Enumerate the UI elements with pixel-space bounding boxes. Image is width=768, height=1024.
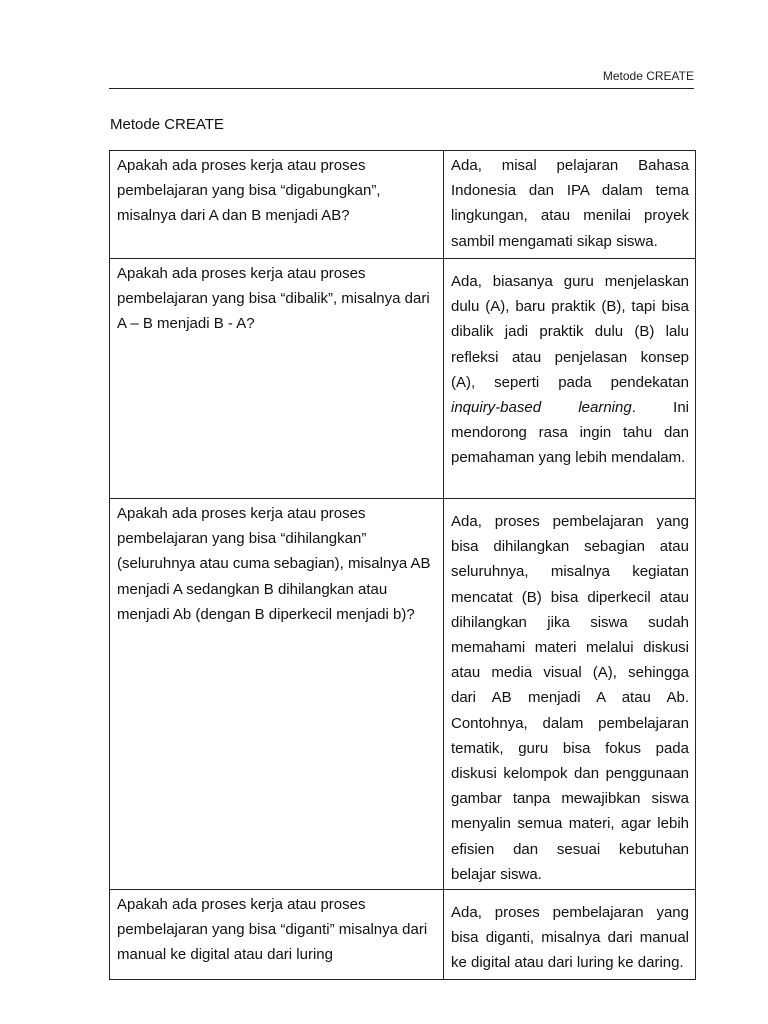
question-cell: Apakah ada proses kerja atau proses pembelajaran yang bisa “dibalik”, misalnya dari A – B menjadi B - A? [110,259,444,499]
answer-cell [444,259,696,499]
table-row [110,890,696,980]
document-title: Metode CREATE [110,116,224,133]
answer-italic-term: inquiry-based learning [451,399,632,417]
table-row [110,499,696,890]
answer-text: Ada, biasanya guru menjelaskan dulu (A), baru praktik (B), tapi bisa dibalik jadi praktik dulu (B) lalu refleksi atau penjelasan konsep (A), seperti pada pendekatan [451,273,689,391]
question-cell: Apakah ada proses kerja atau proses pembelajaran yang bisa “digabungkan”, misalnya dari A dan B menjadi AB? [110,151,444,259]
answer-cell: Ada, proses pembelajaran yang bisa dihilangkan sebagian atau seluruhnya, misalnya kegiatan mencatat (B) bisa diperkecil atau dihilangkan jika siswa sudah memahami materi melalui diskusi atau media visual (A), sehingga dari AB menjadi A atau Ab. Contohnya, dalam pembelajaran tematik, guru bisa fokus pada diskusi kelompok dan penggunaan gambar tanpa mewajibkan siswa menyalin semua materi, agar lebih efisien dan sesuai kebutuhan belajar siswa. [444,499,696,890]
answer-cell: Ada, proses pembelajaran yang bisa diganti, misalnya dari manual ke digital atau dari luring ke daring. [444,890,696,980]
question-cell: Apakah ada proses kerja atau proses pembelajaran yang bisa “diganti” misalnya dari manual ke digital atau dari luring [110,890,444,980]
answer-cell: Ada, misal pelajaran Bahasa Indonesia dan IPA dalam tema lingkungan, atau menilai proyek sambil mengamati sikap siswa. [444,151,696,259]
table-row [110,259,696,499]
answer-text: . Ini mendorong rasa ingin tahu dan pemahaman yang lebih mendalam. [451,399,689,467]
running-header: Metode CREATE [602,69,694,83]
create-method-table [109,150,696,980]
header-divider [109,88,694,89]
question-cell: Apakah ada proses kerja atau proses pembelajaran yang bisa “dihilangkan” (seluruhnya atau cuma sebagian), misalnya AB menjadi A sedangkan B dihilangkan atau menjadi Ab (dengan B diperkecil menjadi b)? [110,499,444,890]
table-row [110,151,696,259]
